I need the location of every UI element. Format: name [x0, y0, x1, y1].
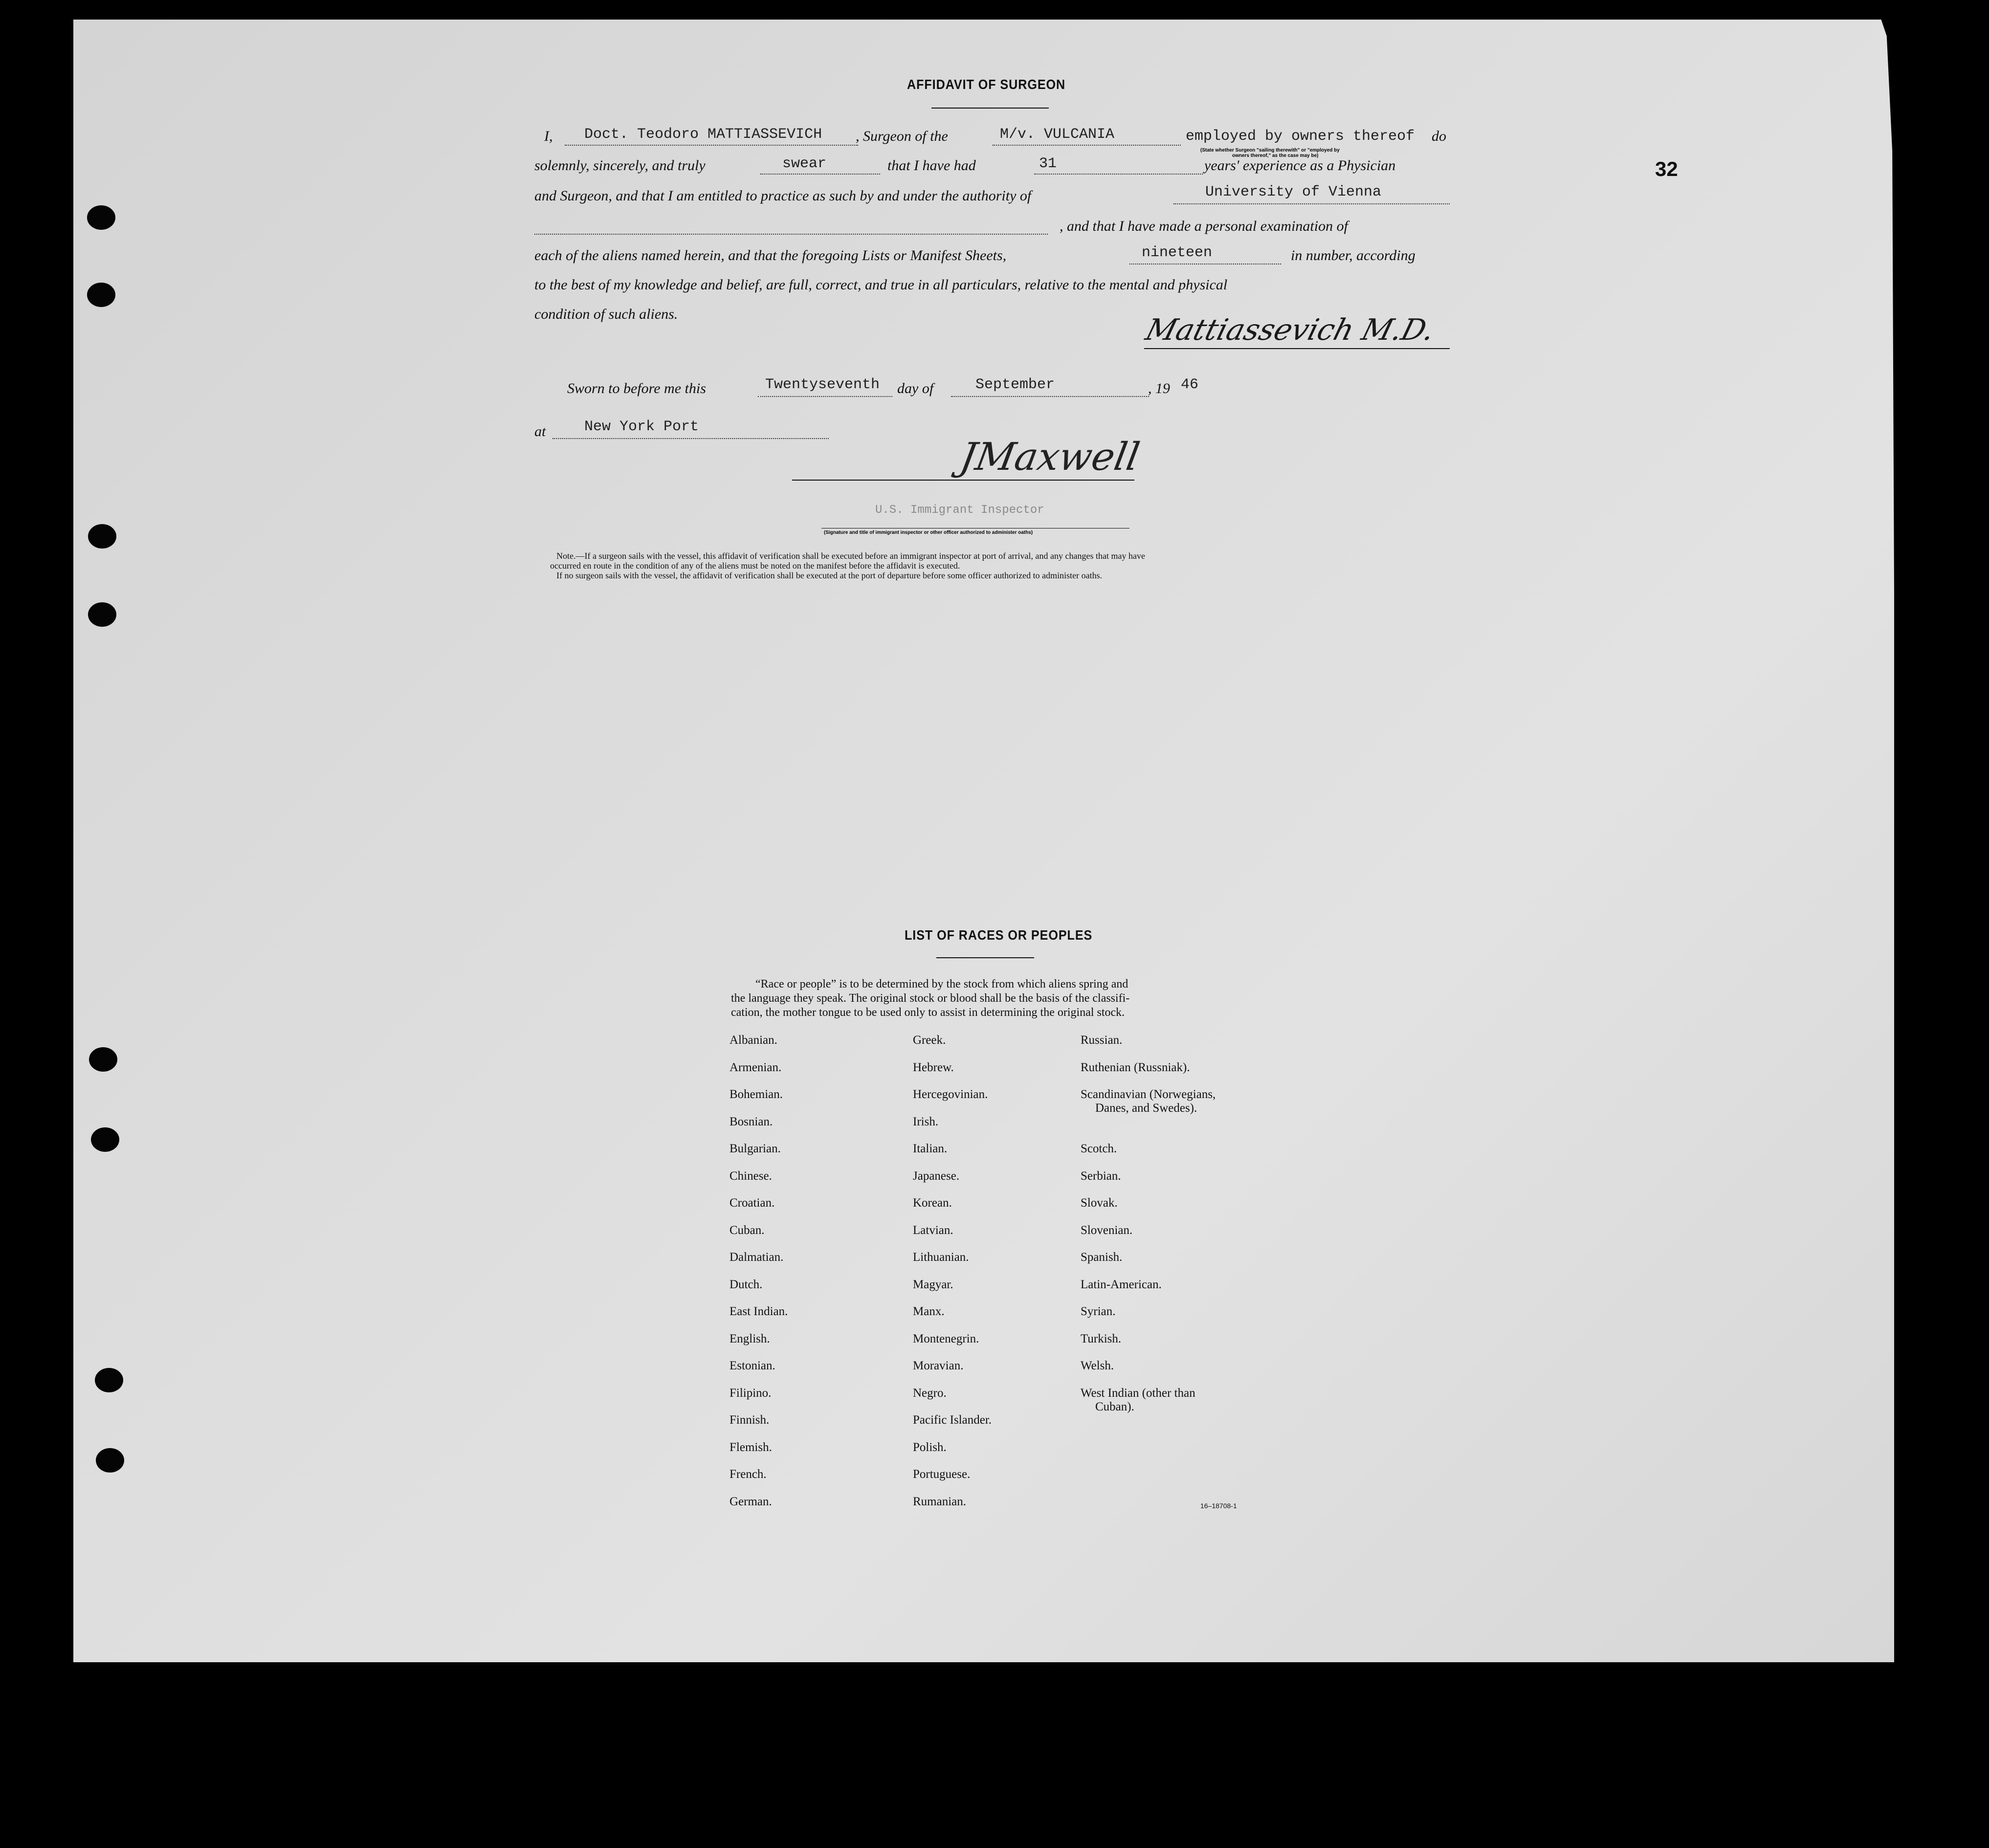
- fill-line: [534, 234, 1048, 235]
- binder-hole: [88, 602, 116, 627]
- race-item: Korean.: [913, 1196, 952, 1210]
- text: in number, according: [1291, 247, 1415, 264]
- intro-text: cation, the mother tongue to be used only to assist in determining the original stock.: [731, 1006, 1125, 1019]
- race-item: Scandinavian (Norwegians,: [1081, 1088, 1216, 1101]
- signature-line: [792, 480, 1134, 481]
- race-item: Turkish.: [1081, 1332, 1122, 1345]
- race-item: Filipino.: [729, 1386, 772, 1400]
- fill-line: [1173, 203, 1450, 204]
- race-item: Dutch.: [729, 1277, 763, 1291]
- binder-hole: [87, 283, 115, 307]
- document-page: [73, 20, 1931, 1662]
- race-item: Slovenian.: [1081, 1223, 1133, 1237]
- race-item: East Indian.: [729, 1305, 788, 1318]
- years-value: 31: [1039, 155, 1057, 172]
- binder-hole: [87, 205, 115, 230]
- race-item: Negro.: [913, 1386, 947, 1400]
- race-item: Latvian.: [913, 1223, 953, 1237]
- race-item: Magyar.: [913, 1277, 953, 1291]
- oath-value: swear: [782, 155, 827, 172]
- race-item: Portuguese.: [913, 1468, 971, 1481]
- text: each of the aliens named herein, and that the foregoing Lists or Manifest Sheets,: [534, 247, 1007, 264]
- race-item: English.: [729, 1332, 770, 1345]
- race-item: Montenegrin.: [913, 1332, 979, 1345]
- race-item: Chinese.: [729, 1169, 772, 1183]
- race-item: Moravian.: [913, 1359, 964, 1372]
- race-item: German.: [729, 1495, 772, 1508]
- employment-note: owners thereof," as the case may be): [1232, 153, 1319, 158]
- race-item: Bosnian.: [729, 1115, 773, 1128]
- text: day of: [897, 380, 934, 396]
- race-item: Ruthenian (Russniak).: [1081, 1060, 1190, 1074]
- note-text: occurred en route in the condition of any of the aliens must be noted on the manifest before the affidavit is executed.: [550, 561, 960, 571]
- binder-hole: [88, 524, 116, 549]
- race-item: Irish.: [913, 1115, 939, 1128]
- text: to the best of my knowledge and belief, are full, correct, and true in all particulars, relative to the mental and physical: [534, 277, 1228, 293]
- race-item: Bulgarian.: [729, 1142, 781, 1155]
- surgeon-name-value: Doct. Teodoro MATTIASSEVICH: [584, 126, 822, 143]
- race-item: Syrian.: [1081, 1305, 1116, 1318]
- race-item: Lithuanian.: [913, 1251, 969, 1264]
- fill-line: [758, 396, 892, 397]
- text: I,: [544, 128, 553, 144]
- surgeon-signature: Mattiassevich M.D.: [1142, 313, 1438, 347]
- race-item: Cuban).: [1095, 1400, 1134, 1413]
- employment-value: employed by owners thereof: [1186, 128, 1415, 145]
- race-item: Scotch.: [1081, 1142, 1117, 1155]
- race-item: Albanian.: [729, 1034, 777, 1047]
- binder-hole: [91, 1127, 119, 1152]
- text: condition of such aliens.: [534, 306, 678, 322]
- vessel-value: M/v. VULCANIA: [1000, 126, 1115, 143]
- race-item: Pacific Islander.: [913, 1413, 992, 1427]
- race-item: Spanish.: [1081, 1251, 1123, 1264]
- race-item: Cuban.: [729, 1223, 765, 1237]
- sworn-year-value: 46: [1181, 376, 1199, 393]
- inspector-title: U.S. Immigrant Inspector: [875, 504, 1044, 517]
- race-item: Dalmatian.: [729, 1251, 784, 1264]
- text: that I have had: [887, 157, 976, 174]
- race-item: Japanese.: [913, 1169, 960, 1183]
- location-value: New York Port: [584, 418, 699, 435]
- race-item: French.: [729, 1468, 767, 1481]
- race-item: Welsh.: [1081, 1359, 1114, 1372]
- title-rule: [931, 108, 1049, 109]
- race-item: Polish.: [913, 1440, 947, 1454]
- text: do: [1432, 128, 1446, 144]
- signature-line: [1144, 348, 1450, 349]
- binder-hole: [95, 1368, 123, 1392]
- fill-line: [1034, 174, 1203, 175]
- text: years' experience as a Physician: [1204, 157, 1396, 174]
- binder-hole: [89, 1047, 117, 1072]
- text: Sworn to before me this: [567, 380, 706, 396]
- race-item: Serbian.: [1081, 1169, 1121, 1183]
- text: and Surgeon, and that I am entitled to practice as such by and under the authority of: [534, 188, 1032, 204]
- note-text: If no surgeon sails with the vessel, the affidavit of verification shall be executed at the port of departure before some officer authorized to administer oaths.: [556, 571, 1103, 580]
- sworn-day-value: Twentyseventh: [765, 376, 880, 393]
- race-item: Russian.: [1081, 1034, 1123, 1047]
- text: , Surgeon of the: [856, 128, 948, 144]
- race-item: Latin-American.: [1081, 1277, 1162, 1291]
- race-item: Croatian.: [729, 1196, 775, 1210]
- employment-note: (State whether Surgeon "sailing therewith" or "employed by: [1200, 148, 1340, 153]
- fill-line: [552, 438, 829, 439]
- authority-value: University of Vienna: [1205, 184, 1382, 200]
- race-item: West Indian (other than: [1081, 1386, 1195, 1400]
- race-item: Bohemian.: [729, 1088, 783, 1101]
- race-item: Finnish.: [729, 1413, 770, 1427]
- text: , 19: [1148, 380, 1170, 396]
- form-number: 16–18708-1: [1200, 1502, 1237, 1510]
- title-rule: [936, 957, 1034, 958]
- inspector-signature: JMaxwell: [957, 435, 1143, 479]
- race-item: Manx.: [913, 1305, 945, 1318]
- fill-line: [951, 396, 1149, 397]
- race-item: Greek.: [913, 1034, 946, 1047]
- sheets-value: nineteen: [1142, 244, 1213, 261]
- race-item: Hercegovinian.: [913, 1088, 988, 1101]
- race-item: Slovak.: [1081, 1196, 1118, 1210]
- intro-text: “Race or people” is to be determined by the stock from which aliens spring and: [755, 978, 1128, 990]
- note-text: Note.—If a surgeon sails with the vessel, this affidavit of verification shall be executed before an immigrant inspector at port of arrival, and any changes that may have: [556, 551, 1145, 561]
- intro-text: the language they speak. The original stock or blood shall be the basis of the classifi-: [731, 992, 1130, 1005]
- binder-hole: [96, 1448, 124, 1473]
- race-item: Danes, and Swedes).: [1095, 1101, 1197, 1115]
- affidavit-title: AFFIDAVIT OF SURGEON: [907, 77, 1066, 92]
- race-item: Italian.: [913, 1142, 948, 1155]
- race-item: Hebrew.: [913, 1060, 954, 1074]
- race-item: Flemish.: [729, 1440, 772, 1454]
- race-item: Estonian.: [729, 1359, 775, 1372]
- text: solemnly, sincerely, and truly: [534, 157, 706, 174]
- fill-line: [993, 145, 1181, 146]
- page-number: 32: [1655, 157, 1678, 180]
- race-item: Armenian.: [729, 1060, 782, 1074]
- races-title: LIST OF RACES OR PEOPLES: [905, 927, 1093, 943]
- text: at: [534, 423, 546, 440]
- sworn-month-value: September: [975, 376, 1055, 393]
- fill-line: [760, 174, 880, 175]
- text: , and that I have made a personal examination of: [1060, 218, 1348, 234]
- race-item: Rumanian.: [913, 1495, 967, 1508]
- inspector-caption: (Signature and title of immigrant inspector or other officer authorized to administer oaths): [824, 530, 1033, 535]
- fill-line: [565, 145, 858, 146]
